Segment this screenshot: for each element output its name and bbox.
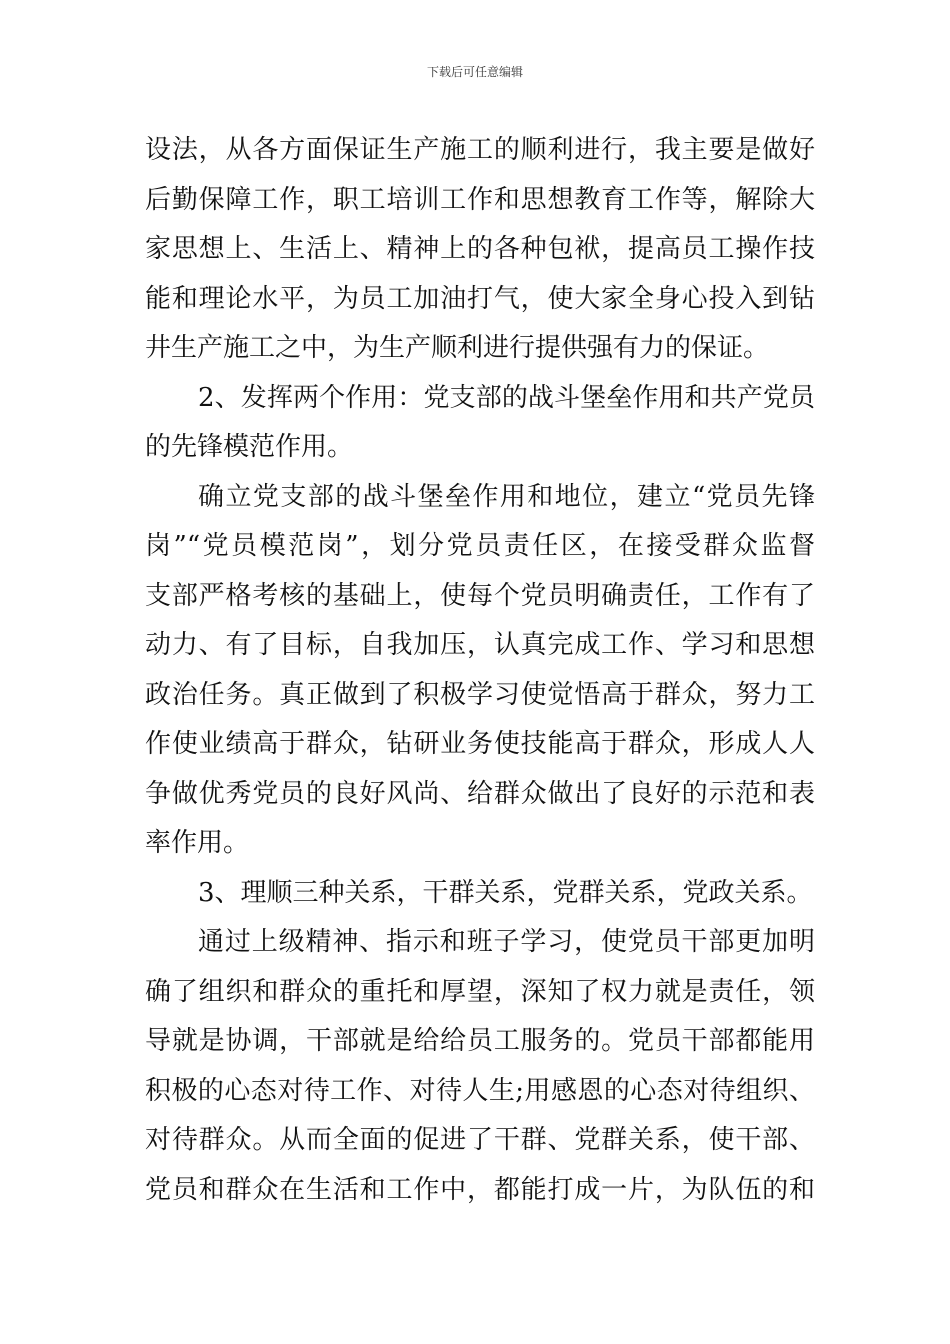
text-line: 确立党支部的战斗堡垒作用和地位，建立“党员先锋 (198, 481, 815, 512)
text-line: 后勤保障工作，职工培训工作和思想教育工作等，解除大 (145, 184, 815, 215)
page-header: 下载后可任意编辑 (426, 65, 523, 79)
text-line: 通过上级精神、指示和班子学习，使党员干部更加明 (198, 927, 815, 957)
text-line: 井生产施工之中，为生产顺利进行提供强有力的保证。 (145, 333, 770, 363)
text-line: 确了组织和群众的重托和厚望，深知了权力就是责任，领 (145, 976, 815, 1007)
text-line: 积极的心态对待工作、对待人生;用感恩的心态对待组织、 (145, 1075, 815, 1106)
text-line: 支部严格考核的基础上，使每个党员明确责任，工作有了 (145, 580, 815, 611)
text-line: 2、发挥两个作用：党支部的战斗堡垒作用和共产党员 (198, 382, 815, 413)
text-line: 动力、有了目标，自我加压，认真完成工作、学习和思想 (145, 630, 815, 660)
document-body (145, 126, 815, 1215)
text-line: 能和理论水平，为员工加油打气，使大家全身心投入到钻 (145, 283, 815, 314)
text-line: 政治任务。真正做到了积极学习使觉悟高于群众，努力工 (145, 679, 815, 710)
text-line: 导就是协调，干部就是给给员工服务的。党员干部都能用 (145, 1026, 815, 1056)
text-line: 党员和群众在生活和工作中，都能打成一片，为队伍的和 (145, 1174, 815, 1205)
text-line: 作使业绩高于群众，钻研业务使技能高于群众，形成人人 (145, 729, 815, 759)
text-line: 的先锋模范作用。 (145, 432, 354, 462)
text-line: 岗”“党员模范岗”，划分党员责任区，在接受群众监督 (145, 531, 815, 561)
text-line: 率作用。 (145, 828, 250, 858)
text-line: 争做优秀党员的良好风尚、给群众做出了良好的示范和表 (145, 778, 815, 809)
text-line: 3、理顺三种关系，干群关系，党群关系，党政关系。 (198, 877, 813, 908)
text-line: 对待群众。从而全面的促进了干群、党群关系，使干部、 (145, 1125, 815, 1155)
text-line: 家思想上、生活上、精神上的各种包袱，提高员工操作技 (145, 234, 815, 264)
text-line: 设法，从各方面保证生产施工的顺利进行，我主要是做好 (145, 135, 815, 165)
